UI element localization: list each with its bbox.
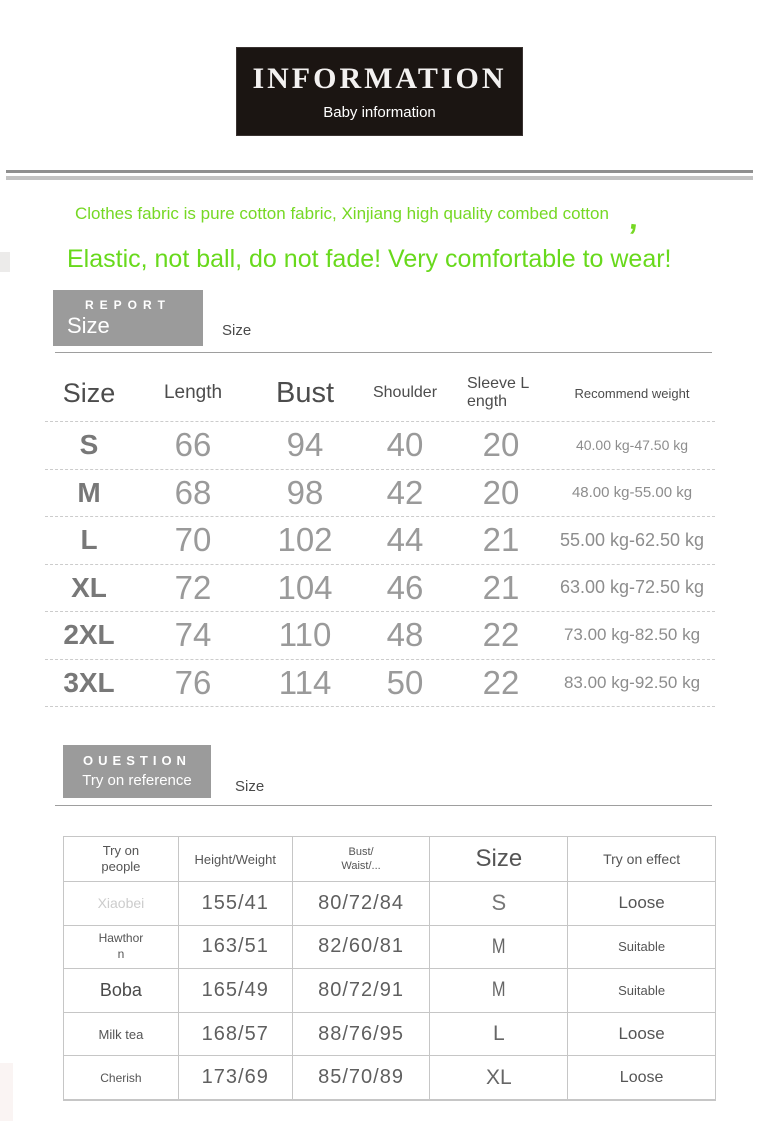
header-length: Length [163,382,223,403]
tryon-table-row-value-bust_waist: 88/76/95 [318,1022,404,1045]
size-table-row-cell-weight [549,673,715,693]
size-table-row [45,470,715,518]
size-table-row-cell-size [45,524,133,556]
tryon-table-row-cell-effect [568,882,715,925]
size-table-row-cell-size [45,572,133,604]
size-table-row-cell-length [133,664,253,702]
size-section-rule [55,352,712,353]
size-table-body [45,422,715,707]
size-table-row-value-weight: 73.00 kg-82.50 kg [563,625,701,645]
tryon-table-row-cell-person [64,926,179,969]
banner-title: INFORMATION [252,62,507,95]
size-table-row [45,612,715,660]
divider-line-dark [6,170,753,173]
size-table-row-cell-length [133,616,253,654]
tryon-table-row-value-bust_waist: 80/72/91 [318,978,404,1001]
tryon-table-row-cell-bust_waist [293,969,431,1012]
tryon-table-row-value-bust_waist: 85/70/89 [318,1066,404,1089]
size-header-cell [45,378,133,409]
size-table-row-value-size: 3XL [63,666,115,698]
tryon-table-row-cell-height_weight [179,969,293,1012]
tryon-reference-label: Try on reference [82,772,192,789]
tryon-section-rule [55,805,712,806]
size-table-row-cell-sleeve [453,569,549,607]
height-weight-header-cell [179,837,293,881]
size-table-row-cell-size [45,619,133,651]
shoulder-header-cell [357,384,453,402]
size-section-side-label: Size [222,322,252,339]
size-table-row-cell-bust [253,664,357,702]
size-table-row-value-weight: 63.00 kg-72.50 kg [559,577,705,598]
header-shoulder: Shoulder [372,384,438,401]
tryon-table-row-cell-size [430,926,568,969]
size-table-row-cell-sleeve [453,474,549,512]
size-table-row-cell-sleeve [453,616,549,654]
size-table-row-value-weight: 55.00 kg-62.50 kg [559,529,705,550]
tryon-table-header-row [64,837,715,882]
tryon-table-row-cell-height_weight [179,1013,293,1056]
size-table-row-value-sleeve: 20 [482,473,520,511]
tryon-section-tag [63,745,211,798]
size-table-row-cell-bust [253,426,357,464]
tryon-table-row-value-person: Cherish [100,1070,142,1085]
tryon-table-row-value-size: L [492,1022,505,1046]
report-tag-label: REPORT [84,298,171,312]
size-table-row-value-size: M [77,476,101,508]
tryon-table-row [64,969,715,1013]
tryon-table-row-value-person: Hawthorn [98,931,144,961]
sleeve-length-header-cell [453,375,549,412]
recommend-weight-header-cell [549,386,715,401]
size-table-row-cell-shoulder [357,521,453,559]
size-table-row-value-sleeve: 22 [482,616,520,654]
header-recommend-weight: Recommend weight [574,385,690,401]
tryon-table-row-value-height_weight: 173/69 [201,1066,269,1089]
size-table-row-cell-length [133,426,253,464]
size-table-row-value-size: 2XL [63,619,115,651]
tryon-table-row-cell-person [64,969,179,1012]
size-table-row-cell-sleeve [453,521,549,559]
size-table-row-cell-bust [253,569,357,607]
size-table-row [45,422,715,470]
banner-subtitle: Baby information [323,104,436,121]
tryon-table-row-value-effect: Loose [618,1024,665,1044]
size-table-row-value-weight: 83.00 kg-92.50 kg [563,672,701,692]
size-table-row-value-shoulder: 44 [386,521,424,559]
size-table-row-value-size: L [80,524,98,556]
tryon-table-row-cell-effect [568,926,715,969]
size-table-row-value-sleeve: 21 [482,568,520,606]
size-table-row-cell-bust [253,521,357,559]
size-table-row-value-weight: 48.00 kg-55.00 kg [571,484,693,502]
size-table-row-cell-sleeve [453,426,549,464]
tryon-table-row-cell-bust_waist [293,1013,431,1056]
tryon-size-header-cell [430,837,568,881]
size-table-row-cell-weight [549,530,715,551]
tryon-table-row-value-height_weight: 165/49 [201,978,269,1001]
tryon-table-row-cell-person [64,1013,179,1056]
decorative-comma: , [627,199,642,237]
tryon-table-row-value-height_weight: 168/57 [201,1022,269,1045]
bust-waist-header-cell [293,837,431,881]
size-table-row-value-length: 72 [174,568,212,606]
header-tryon-size: Size [475,845,523,872]
size-table-row-cell-weight [549,625,715,645]
tryon-table-row-value-effect: Suitable [618,939,666,955]
size-table-row-value-weight: 40.00 kg-47.50 kg [575,437,689,454]
header-bust: Bust [275,376,335,409]
tryon-table-row-cell-effect [568,1056,715,1099]
size-table-row-value-sleeve: 22 [482,663,520,701]
tryon-section-side-label: Size [235,778,265,795]
size-table-row-cell-size [45,667,133,699]
size-table-row-value-sleeve: 21 [482,521,520,559]
size-table-row-cell-weight [549,437,715,453]
tryon-table-row-cell-bust_waist [293,882,431,925]
size-table-row-cell-sleeve [453,664,549,702]
size-chart-table [45,365,715,707]
tryon-table-row [64,926,715,970]
tryon-table-row-cell-size [430,1013,568,1056]
size-table-row-value-shoulder: 48 [386,616,424,654]
tryon-table-row-value-size: XL [485,1065,512,1089]
size-table-row-cell-length [133,521,253,559]
size-table-row-value-bust: 94 [286,426,324,464]
size-table-row-value-length: 70 [174,521,212,559]
tryon-table-row-value-bust_waist: 82/60/81 [318,935,404,958]
tryon-table-row-value-person: Xiaobei [97,895,145,912]
information-banner [236,47,523,136]
tryon-table-row-cell-effect [568,1013,715,1056]
tryon-table-row-value-effect: Loose [618,893,665,913]
tryon-table-row [64,1013,715,1057]
tryon-people-header-cell [64,837,179,881]
edge-artifact-strip [0,1063,13,1121]
tryon-table-row-value-person: Boba [99,979,142,1000]
size-table-row-cell-length [133,569,253,607]
size-table-row-cell-shoulder [357,569,453,607]
tryon-table-row-value-height_weight: 155/41 [201,891,269,914]
size-table-row-value-shoulder: 40 [386,426,424,464]
tryon-table-body [64,882,715,1100]
size-table-row-value-length: 74 [174,616,212,654]
tryon-table-row-cell-bust_waist [293,926,431,969]
tryon-table-row-cell-height_weight [179,1056,293,1099]
size-table-header-row [45,365,715,422]
header-bust-waist: Bust/ Waist/... [341,845,381,872]
tryon-table-row-value-height_weight: 163/51 [201,935,269,958]
size-table-row-cell-size [45,429,133,461]
tryon-table-row-cell-height_weight [179,926,293,969]
size-table-row-value-shoulder: 46 [386,568,424,606]
bust-header-cell [253,377,357,410]
size-table-row-value-shoulder: 42 [386,473,424,511]
size-table-row-cell-shoulder [357,426,453,464]
comfort-description-line: Elastic, not ball, do not fade! Very comfortable to wear! [67,245,672,273]
size-table-row [45,660,715,708]
size-table-row-value-length: 76 [174,663,212,701]
size-table-row-value-length: 68 [174,473,212,511]
size-table-row-value-size: XL [71,571,107,603]
tryon-table-row-cell-size [430,1056,568,1099]
header-sleeve-length: Sleeve Length [467,374,530,410]
size-table-row-cell-weight [549,577,715,598]
tryon-effect-header-cell [568,837,715,881]
size-table-row-cell-bust [253,474,357,512]
length-header-cell [133,382,253,404]
size-table-row-cell-length [133,474,253,512]
question-tag-label: OUESTION [83,753,191,768]
divider-line-light [6,176,753,180]
tryon-table-row-cell-effect [568,969,715,1012]
size-table-row-value-bust: 110 [278,616,332,654]
size-table-row-value-bust: 104 [277,568,333,606]
size-table-row-value-length: 66 [174,426,212,464]
tryon-table-row [64,882,715,926]
header-height-weight: Height/Weight [194,851,276,867]
tryon-table-row-value-person: Milk tea [98,1026,144,1042]
edge-artifact-mark [0,252,10,272]
tryon-table-row-value-size: M [492,934,506,958]
size-table-row-value-bust: 102 [277,521,333,559]
tryon-reference-table [63,836,716,1101]
header-tryon-effect: Try on effect [603,851,681,867]
size-tag-label: Size [67,313,110,338]
size-table-row [45,517,715,565]
size-table-row-cell-shoulder [357,664,453,702]
header-size: Size [62,377,116,408]
size-table-row-cell-weight [549,484,715,501]
tryon-table-row-value-effect: Suitable [618,982,666,998]
tryon-table-row-cell-person [64,882,179,925]
tryon-table-row-cell-size [430,882,568,925]
size-table-row-cell-shoulder [357,474,453,512]
size-table-row [45,565,715,613]
tryon-table-row-cell-person [64,1056,179,1099]
size-table-row-value-bust: 114 [278,663,332,701]
size-table-row-cell-shoulder [357,616,453,654]
tryon-table-row-cell-bust_waist [293,1056,431,1099]
size-section-tag [53,290,203,346]
tryon-table-row-cell-height_weight [179,882,293,925]
header-tryon-people: Try on people [101,842,141,874]
size-table-row-value-bust: 98 [286,473,324,511]
size-table-row-value-shoulder: 50 [386,663,424,701]
size-table-row-cell-bust [253,616,357,654]
tryon-table-row-value-size: M [492,978,506,1002]
tryon-table-row [64,1056,715,1100]
size-table-row-cell-size [45,477,133,509]
size-table-row-value-sleeve: 20 [482,426,520,464]
tryon-table-row-value-size: S [491,890,507,916]
tryon-table-row-value-bust_waist: 80/72/84 [318,891,404,914]
size-table-row-value-size: S [79,429,99,461]
tryon-table-row-value-effect: Loose [619,1068,664,1086]
tryon-table-row-cell-size [430,969,568,1012]
fabric-description-line: Clothes fabric is pure cotton fabric, Xinjiang high quality combed cotton [75,204,609,223]
